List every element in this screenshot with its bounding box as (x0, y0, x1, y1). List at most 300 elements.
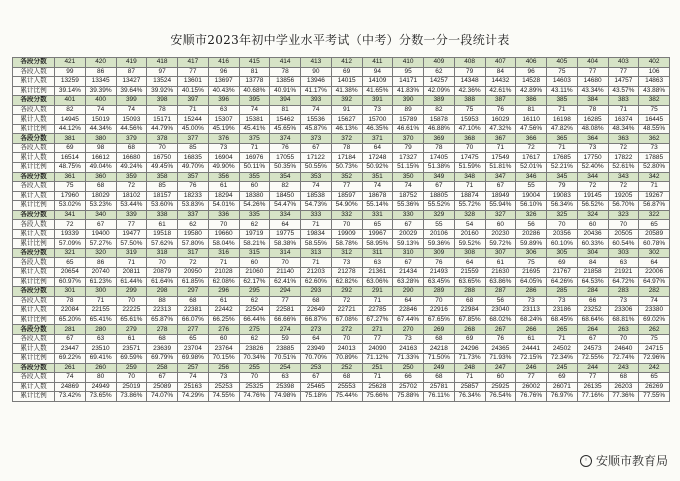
table-cell: 60 (239, 258, 270, 268)
table-cell: 70.15% (208, 353, 239, 363)
table-cell: 71 (116, 258, 147, 268)
table-cell: 13524 (147, 77, 178, 87)
table-cell: 50.11% (239, 163, 270, 173)
table-cell: 329 (424, 210, 455, 220)
table-cell: 62 (239, 296, 270, 306)
table-cell: 71.50% (424, 353, 455, 363)
table-cell: 53.60% (147, 201, 178, 211)
table-cell: 55.14% (362, 201, 393, 211)
table-cell: 48.08% (577, 124, 608, 134)
table-cell: 14171 (393, 77, 424, 87)
table-cell: 97 (147, 67, 178, 77)
table-cell: 416 (208, 58, 239, 68)
table-cell: 65.20% (55, 315, 86, 325)
page-title: 安顺市2023年初中学业水平考试（中考）分数一分一段统计表 (170, 33, 510, 47)
table-cell: 70 (331, 334, 362, 344)
table-cell: 91 (331, 105, 362, 115)
table-cell: 56 (516, 220, 547, 230)
table-cell: 58.38% (270, 239, 301, 249)
table-cell: 45.65% (270, 124, 301, 134)
table-cell: 71 (454, 373, 485, 383)
table-cell: 67 (301, 143, 332, 153)
table-cell: 406 (516, 58, 547, 68)
table-cell: 415 (239, 58, 270, 68)
table-cell: 248 (454, 363, 485, 373)
table-cell: 266 (516, 325, 547, 335)
table-cell: 407 (485, 58, 516, 68)
table-cell: 60 (485, 220, 516, 230)
table-cell: 22581 (270, 306, 301, 316)
table-cell: 42.61% (485, 86, 516, 96)
table-cell: 26203 (608, 382, 639, 392)
table-cell: 61.85% (178, 277, 209, 287)
table-cell: 68.24% (516, 315, 547, 325)
table-cell: 69.59% (116, 353, 147, 363)
row-label: 累计比例 (13, 239, 55, 249)
table-cell: 57.09% (55, 239, 86, 249)
table-cell: 79 (393, 143, 424, 153)
table-cell: 63 (362, 258, 393, 268)
table-cell: 56.10% (516, 201, 547, 211)
table-cell: 19083 (547, 191, 578, 201)
table-cell: 74 (362, 182, 393, 192)
table-cell: 75 (639, 334, 670, 344)
table-cell: 244 (577, 363, 608, 373)
table-cell: 94 (362, 67, 393, 77)
table-cell: 19518 (147, 229, 178, 239)
table-cell: 17960 (55, 191, 86, 201)
table-cell: 250 (393, 363, 424, 373)
table-cell: 346 (516, 172, 547, 182)
table-cell: 65.61% (116, 315, 147, 325)
table-cell: 66.87% (301, 315, 332, 325)
table-cell: 61 (208, 296, 239, 306)
table-cell: 72 (331, 296, 362, 306)
table-cell: 77 (331, 182, 362, 192)
cumulative-row (13, 268, 670, 278)
table-cell: 77.16% (577, 392, 608, 402)
table-cell: 362 (639, 134, 670, 144)
table-cell: 54.47% (270, 201, 301, 211)
table-cell: 43.11% (547, 86, 578, 96)
table-cell: 343 (608, 172, 639, 182)
table-cell: 23306 (608, 306, 639, 316)
row-label: 各段分数 (13, 172, 55, 182)
row-label: 各段分数 (13, 287, 55, 297)
count-row (13, 373, 670, 383)
table-cell: 24090 (362, 344, 393, 354)
table-cell: 16110 (516, 115, 547, 125)
table-cell: 282 (639, 287, 670, 297)
table-cell: 298 (147, 287, 178, 297)
table-cell: 75.66% (362, 392, 393, 402)
table-cell: 65 (639, 220, 670, 230)
table-cell: 52.61% (608, 163, 639, 173)
table-cell: 78 (270, 67, 301, 77)
table-cell: 77 (270, 296, 301, 306)
table-cell: 267 (485, 325, 516, 335)
table-cell: 13345 (85, 77, 116, 87)
table-cell: 75.88% (393, 392, 424, 402)
row-label: 各段人数 (13, 334, 55, 344)
table-cell: 303 (608, 248, 639, 258)
table-cell: 46.88% (424, 124, 455, 134)
table-cell: 16612 (85, 153, 116, 163)
table-cell: 40.91% (270, 86, 301, 96)
table-cell: 22381 (178, 306, 209, 316)
table-cell: 17617 (516, 153, 547, 163)
table-cell: 276 (208, 325, 239, 335)
table-cell: 261 (55, 363, 86, 373)
table-cell: 272 (331, 325, 362, 335)
table-cell: 328 (454, 210, 485, 220)
table-cell: 74 (178, 373, 209, 383)
table-cell: 68.81% (608, 315, 639, 325)
table-cell: 73 (331, 258, 362, 268)
table-cell: 70 (608, 334, 639, 344)
table-cell: 59 (270, 334, 301, 344)
table-cell: 72 (608, 143, 639, 153)
table-cell: 19580 (178, 229, 209, 239)
table-cell: 59.89% (516, 239, 547, 249)
table-cell: 420 (85, 58, 116, 68)
table-cell: 57.80% (178, 239, 209, 249)
table-cell: 68 (424, 373, 455, 383)
table-cell: 19339 (55, 229, 86, 239)
table-cell: 46.13% (331, 124, 362, 134)
table-cell: 283 (608, 287, 639, 297)
table-cell: 22846 (393, 306, 424, 316)
table-cell: 360 (85, 172, 116, 182)
table-cell: 17184 (331, 153, 362, 163)
table-cell: 19145 (577, 191, 608, 201)
table-cell: 58.21% (239, 239, 270, 249)
table-cell: 255 (239, 363, 270, 373)
table-cell: 61.44% (116, 277, 147, 287)
table-cell: 46.61% (393, 124, 424, 134)
table-cell: 75.18% (301, 392, 332, 402)
table-cell: 76 (270, 143, 301, 153)
table-cell: 62.08% (208, 277, 239, 287)
table-cell: 45.19% (208, 124, 239, 134)
table-cell: 57.50% (116, 239, 147, 249)
percent-row (13, 124, 670, 134)
table-cell: 411 (362, 58, 393, 68)
percent-row (13, 277, 670, 287)
table-cell: 18029 (85, 191, 116, 201)
table-cell: 278 (147, 325, 178, 335)
table-cell: 78 (147, 105, 178, 115)
table-cell: 381 (55, 134, 86, 144)
table-cell: 26135 (577, 382, 608, 392)
table-cell: 396 (208, 96, 239, 106)
table-cell: 387 (485, 96, 516, 106)
percent-row (13, 201, 670, 211)
table-cell: 269 (424, 325, 455, 335)
table-cell: 45.87% (301, 124, 332, 134)
table-cell: 335 (239, 210, 270, 220)
table-cell: 333 (301, 210, 332, 220)
table-cell: 70 (270, 258, 301, 268)
table-cell: 262 (639, 325, 670, 335)
table-cell: 49.04% (85, 163, 116, 173)
table-cell: 25163 (178, 382, 209, 392)
table-cell: 73 (608, 296, 639, 306)
table-cell: 68.02% (485, 315, 516, 325)
table-cell: 75 (547, 67, 578, 77)
table-cell: 379 (116, 134, 147, 144)
table-cell: 24365 (485, 344, 516, 354)
cumulative-row (13, 153, 670, 163)
table-cell: 64.53% (577, 277, 608, 287)
table-cell: 62.41% (270, 277, 301, 287)
row-label: 各段人数 (13, 143, 55, 153)
table-cell: 70.70% (301, 353, 332, 363)
table-cell: 24573 (577, 344, 608, 354)
percent-row (13, 315, 670, 325)
table-cell: 82 (270, 182, 301, 192)
table-cell: 319 (116, 248, 147, 258)
table-cell: 77.55% (639, 392, 670, 402)
table-cell: 39.14% (55, 86, 86, 96)
table-cell: 99 (55, 67, 86, 77)
row-label: 各段人数 (13, 105, 55, 115)
table-cell: 58.55% (301, 239, 332, 249)
table-cell: 23885 (270, 344, 301, 354)
table-cell: 52.40% (577, 163, 608, 173)
count-row (13, 334, 670, 344)
table-cell: 15627 (331, 115, 362, 125)
table-cell: 24640 (608, 344, 639, 354)
table-cell: 73 (208, 373, 239, 383)
table-cell: 18450 (270, 191, 301, 201)
table-cell: 60 (577, 220, 608, 230)
table-cell: 70 (208, 220, 239, 230)
table-cell: 86 (85, 258, 116, 268)
table-cell: 25325 (239, 382, 270, 392)
table-cell: 25398 (270, 382, 301, 392)
table-cell: 51.81% (485, 163, 516, 173)
table-cell: 15700 (362, 115, 393, 125)
table-cell: 23764 (208, 344, 239, 354)
table-cell: 23826 (239, 344, 270, 354)
table-cell: 15462 (270, 115, 301, 125)
table-cell: 13946 (301, 77, 332, 87)
table-cell: 82 (424, 105, 455, 115)
table-cell: 70 (147, 143, 178, 153)
row-label: 各段分数 (13, 58, 55, 68)
table-cell: 323 (608, 210, 639, 220)
table-cell: 81 (270, 105, 301, 115)
table-cell: 26269 (639, 382, 670, 392)
cumulative-row (13, 115, 670, 125)
table-cell: 25781 (424, 382, 455, 392)
table-cell: 21858 (577, 268, 608, 278)
table-cell: 76 (485, 105, 516, 115)
table-cell: 70 (239, 373, 270, 383)
table-cell: 14528 (516, 77, 547, 87)
row-label: 累计人数 (13, 306, 55, 316)
table-cell: 67.08% (331, 315, 362, 325)
table-cell: 39.92% (147, 86, 178, 96)
table-cell: 64 (301, 334, 332, 344)
table-cell: 356 (208, 172, 239, 182)
table-cell: 26002 (516, 382, 547, 392)
table-cell: 47.10% (454, 124, 485, 134)
table-cell: 67 (85, 220, 116, 230)
table-cell: 301 (55, 287, 86, 297)
table-cell: 69 (547, 258, 578, 268)
score-row (13, 287, 670, 297)
table-cell: 243 (608, 363, 639, 373)
table-cell: 253 (301, 363, 332, 373)
table-cell: 24296 (454, 344, 485, 354)
table-cell: 71 (362, 296, 393, 306)
table-cell: 48.75% (55, 163, 86, 173)
table-cell: 23639 (147, 344, 178, 354)
table-cell: 49.90% (208, 163, 239, 173)
score-row (13, 248, 670, 258)
table-cell: 24441 (516, 344, 547, 354)
table-cell: 20811 (116, 268, 147, 278)
table-cell: 64.26% (547, 277, 578, 287)
table-cell: 76.76% (516, 392, 547, 402)
table-cell: 63.28% (393, 277, 424, 287)
table-cell: 18805 (424, 191, 455, 201)
table-cell: 54.90% (331, 201, 362, 211)
table-cell: 61 (208, 182, 239, 192)
table-cell: 77 (608, 67, 639, 77)
table-cell: 256 (208, 363, 239, 373)
table-cell: 371 (362, 134, 393, 144)
table-cell: 17055 (270, 153, 301, 163)
table-cell: 25253 (208, 382, 239, 392)
table-cell: 392 (331, 96, 362, 106)
table-cell: 63.06% (362, 277, 393, 287)
table-cell: 73.42% (55, 392, 86, 402)
table-cell: 59.13% (393, 239, 424, 249)
table-cell: 95 (393, 67, 424, 77)
table-cell: 62 (239, 220, 270, 230)
table-cell: 73 (208, 143, 239, 153)
table-cell: 74 (639, 296, 670, 306)
table-cell: 277 (178, 325, 209, 335)
table-cell: 23949 (301, 344, 332, 354)
table-cell: 20654 (55, 268, 86, 278)
table-cell: 68 (116, 143, 147, 153)
table-cell: 67.65% (424, 315, 455, 325)
table-cell: 87 (116, 67, 147, 77)
table-cell: 96 (208, 67, 239, 77)
table-cell: 24163 (393, 344, 424, 354)
table-cell: 22155 (85, 306, 116, 316)
table-cell: 59.52% (454, 239, 485, 249)
table-cell: 296 (208, 287, 239, 297)
table-cell: 19834 (301, 229, 332, 239)
table-cell: 291 (362, 287, 393, 297)
count-row (13, 143, 670, 153)
table-cell: 18380 (239, 191, 270, 201)
table-cell: 23571 (116, 344, 147, 354)
table-cell: 15536 (301, 115, 332, 125)
table-cell: 23113 (516, 306, 547, 316)
table-cell: 68 (454, 296, 485, 306)
table-cell: 324 (577, 210, 608, 220)
table-cell: 355 (239, 172, 270, 182)
table-cell: 71 (485, 143, 516, 153)
table-cell: 274 (270, 325, 301, 335)
table-cell: 78 (577, 105, 608, 115)
table-cell: 62.82% (331, 277, 362, 287)
table-cell: 52.01% (516, 163, 547, 173)
table-cell: 57.27% (85, 239, 116, 249)
table-cell: 69 (55, 143, 86, 153)
table-cell: 23186 (547, 306, 578, 316)
table-cell: 21140 (270, 268, 301, 278)
table-cell: 67 (55, 334, 86, 344)
table-cell: 69.02% (639, 315, 670, 325)
table-cell: 18752 (393, 191, 424, 201)
table-cell: 370 (393, 134, 424, 144)
table-cell: 20589 (639, 229, 670, 239)
table-cell: 24218 (424, 344, 455, 354)
table-cell: 339 (116, 210, 147, 220)
table-cell: 366 (516, 134, 547, 144)
table-cell: 77 (577, 67, 608, 77)
table-cell: 13778 (239, 77, 270, 87)
table-cell: 263 (608, 325, 639, 335)
wechat-icon: ◦ (580, 455, 592, 467)
table-cell: 352 (331, 172, 362, 182)
table-cell: 74.98% (270, 392, 301, 402)
table-cell: 58.78% (331, 239, 362, 249)
table-cell: 73 (362, 105, 393, 115)
table-cell: 42.89% (516, 86, 547, 96)
table-cell: 24869 (55, 382, 86, 392)
table-cell: 249 (424, 363, 455, 373)
table-cell: 286 (516, 287, 547, 297)
table-cell: 302 (639, 248, 670, 258)
table-cell: 395 (239, 96, 270, 106)
table-cell: 23380 (639, 306, 670, 316)
table-cell: 57.62% (147, 239, 178, 249)
table-cell: 364 (577, 134, 608, 144)
score-row (13, 363, 670, 373)
table-cell: 74 (393, 182, 424, 192)
score-row (13, 172, 670, 182)
table-cell: 388 (454, 96, 485, 106)
table-cell: 418 (147, 58, 178, 68)
table-cell: 327 (485, 210, 516, 220)
table-cell: 73 (639, 143, 670, 153)
table-cell: 72 (116, 182, 147, 192)
table-cell: 60.97% (55, 277, 86, 287)
table-cell: 22649 (301, 306, 332, 316)
table-cell: 69.41% (85, 353, 116, 363)
table-cell: 67 (147, 373, 178, 383)
row-label: 各段分数 (13, 134, 55, 144)
table-cell: 60.33% (577, 239, 608, 249)
table-cell: 20879 (147, 268, 178, 278)
table-cell: 18597 (331, 191, 362, 201)
table-cell: 13259 (55, 77, 86, 87)
table-cell: 20740 (85, 268, 116, 278)
cumulative-row (13, 306, 670, 316)
table-cell: 72.34% (547, 353, 578, 363)
table-cell: 24715 (639, 344, 670, 354)
table-cell: 260 (85, 363, 116, 373)
table-cell: 64 (393, 296, 424, 306)
